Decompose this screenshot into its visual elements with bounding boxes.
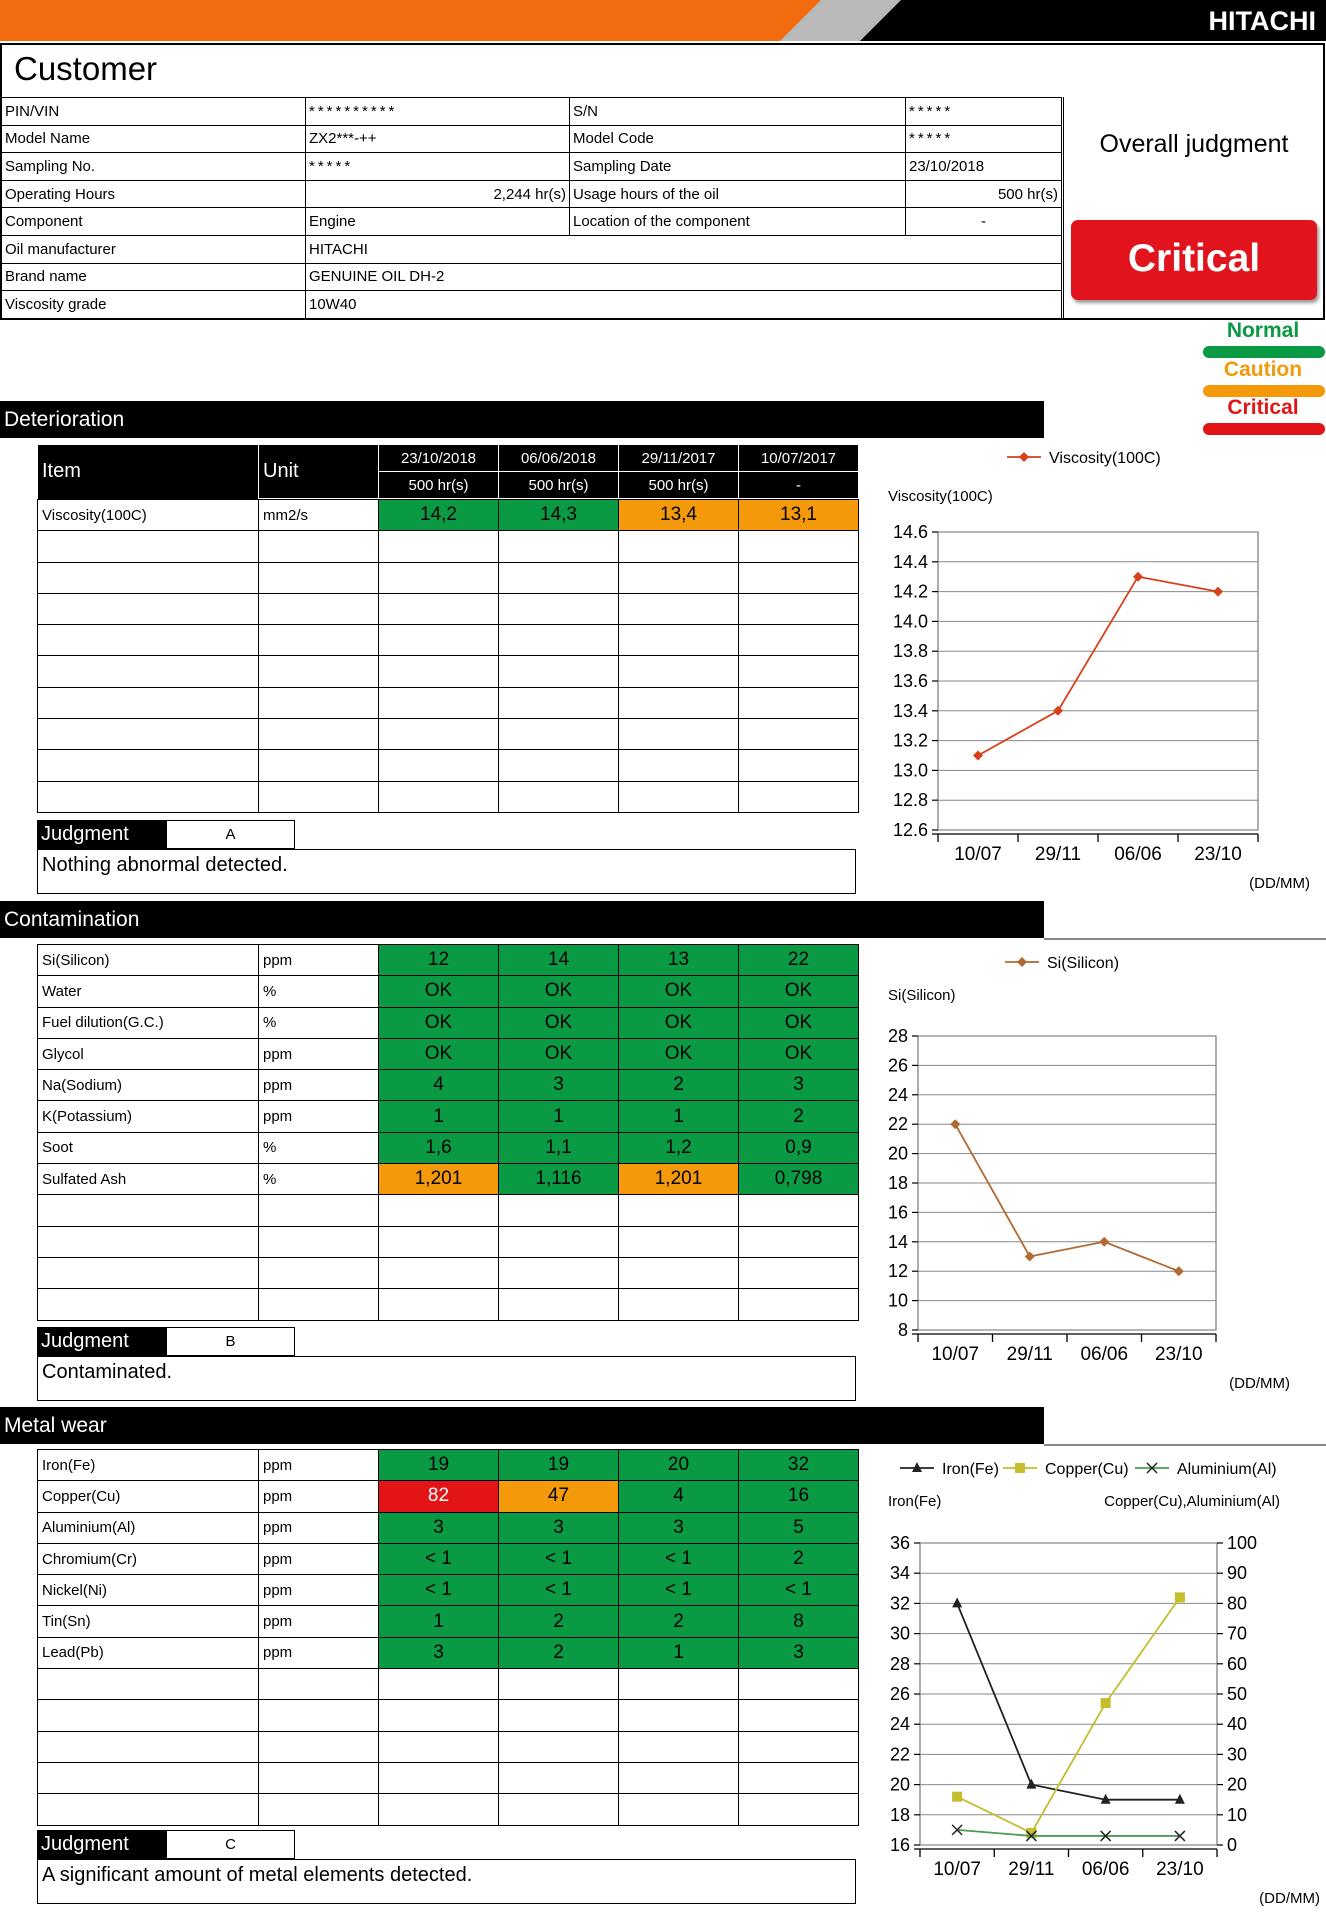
y-tick-label: 16 <box>889 1835 910 1855</box>
y-tick-label: 20 <box>887 1143 908 1164</box>
info-cell: Sampling No. <box>2 153 306 181</box>
table-row <box>38 1637 859 1668</box>
x-axis-unit: (DD/MM) <box>1249 875 1310 892</box>
info-cell: Usage hours of the oil <box>570 180 906 208</box>
row-value: 1,201 <box>379 1164 499 1195</box>
row-value: 2 <box>739 1101 859 1132</box>
info-cell: 500 hr(s) <box>906 180 1062 208</box>
row-item: Water <box>38 976 259 1007</box>
info-cell: Viscosity grade <box>2 291 306 319</box>
info-cell: Component <box>2 208 306 236</box>
y-tick-label: 13.2 <box>892 730 928 751</box>
y-tick-label: 22 <box>889 1744 910 1765</box>
row-item: K(Potassium) <box>38 1101 259 1132</box>
row-unit: % <box>259 1164 379 1195</box>
row-value: OK <box>379 1007 499 1038</box>
y-tick-label: 22 <box>887 1114 908 1135</box>
empty-row <box>38 1794 859 1825</box>
col-hours-1: 500 hr(s) <box>379 472 499 499</box>
row-value: 8 <box>739 1606 859 1637</box>
y-tick-label: 10 <box>887 1290 908 1311</box>
data-point <box>1175 1794 1185 1804</box>
y-tick-label: 14.4 <box>892 551 928 572</box>
row-item: Soot <box>38 1132 259 1163</box>
data-point <box>1174 1266 1184 1276</box>
row-value: 1 <box>619 1637 739 1668</box>
row-value: 1 <box>379 1101 499 1132</box>
row-value: < 1 <box>619 1543 739 1574</box>
row-value: 32 <box>739 1450 859 1481</box>
row-item: Lead(Pb) <box>38 1637 259 1668</box>
y-tick-label: 12.6 <box>892 820 928 840</box>
x-tick-label: 23/10 <box>1154 1344 1203 1365</box>
col-hours-2: 500 hr(s) <box>499 472 619 499</box>
series-line-Copper(Cu) <box>957 1597 1180 1833</box>
row-value: 19 <box>379 1450 499 1481</box>
row-value: 14,2 <box>379 500 499 531</box>
y-axis-label: Si(Silicon) <box>888 987 956 1004</box>
table-row <box>38 500 859 531</box>
row-value: 3 <box>619 1512 739 1543</box>
row-value: 1,2 <box>619 1132 739 1163</box>
y-tick-label: 13.0 <box>892 760 928 781</box>
row-unit: ppm <box>259 1606 379 1637</box>
y-right-tick-label: 80 <box>1227 1593 1248 1614</box>
row-item: Glycol <box>38 1038 259 1069</box>
metal-wear-table <box>37 1449 859 1826</box>
row-value: 0,9 <box>739 1132 859 1163</box>
empty-row <box>38 1669 859 1700</box>
row-value: 3 <box>379 1637 499 1668</box>
contamination-judgment-label: Judgment <box>37 1327 166 1356</box>
info-cell: ***** <box>906 98 1062 126</box>
y-tick-label: 28 <box>887 1026 908 1046</box>
deterioration-judgment-label: Judgment <box>37 820 166 849</box>
row-item: Chromium(Cr) <box>38 1543 259 1574</box>
row-value: 4 <box>619 1481 739 1512</box>
col-hours-3: 500 hr(s) <box>619 472 739 499</box>
y-tick-label: 24 <box>889 1714 910 1735</box>
y-tick-label: 26 <box>889 1684 910 1704</box>
row-value: 2 <box>739 1543 859 1574</box>
table-row <box>38 1038 859 1069</box>
row-value: 19 <box>499 1450 619 1481</box>
y-axis-label: Viscosity(100C) <box>888 488 993 505</box>
empty-row <box>38 1195 859 1226</box>
y-right-tick-label: 10 <box>1227 1804 1248 1825</box>
row-unit: % <box>259 1132 379 1163</box>
y-axis-right-label: Copper(Cu),Aluminium(Al) <box>1104 1493 1280 1510</box>
legend-normal-label: Normal <box>1226 319 1300 342</box>
legend-normal-bar <box>1203 346 1325 358</box>
y-tick-label: 36 <box>889 1533 910 1553</box>
row-item: Si(Silicon) <box>38 945 259 976</box>
y-right-tick-label: 0 <box>1227 1835 1238 1855</box>
y-right-tick-label: 100 <box>1227 1533 1258 1553</box>
data-point <box>950 1119 960 1129</box>
x-tick-label: 06/06 <box>1080 1344 1129 1365</box>
x-axis-unit: (DD/MM) <box>1259 1890 1320 1907</box>
x-tick-label: 10/07 <box>933 1859 981 1880</box>
top-banner <box>0 0 1326 41</box>
legend-label: Viscosity(100C) <box>1049 450 1161 467</box>
row-item: Na(Sodium) <box>38 1070 259 1101</box>
row-value: 0,798 <box>739 1164 859 1195</box>
row-value: 2 <box>499 1606 619 1637</box>
data-point <box>952 1792 962 1802</box>
data-point <box>1026 1779 1036 1789</box>
empty-row <box>38 1289 859 1320</box>
info-cell: 10W40 <box>306 291 1062 319</box>
x-tick-label: 10/07 <box>954 844 1002 865</box>
table-row <box>38 1512 859 1543</box>
series-line-Si(Silicon) <box>955 1124 1179 1271</box>
metal-wear-chart <box>880 1450 1326 1918</box>
y-tick-label: 18 <box>889 1804 910 1825</box>
y-right-tick-label: 60 <box>1227 1653 1248 1674</box>
empty-row <box>38 1226 859 1257</box>
silicon-chart <box>880 945 1320 1400</box>
contamination-section-header: Contamination <box>0 901 1044 938</box>
row-value: 13,4 <box>619 500 739 531</box>
col-hours-4: - <box>739 472 859 499</box>
info-cell: ********** <box>306 98 570 126</box>
y-tick-label: 13.6 <box>892 671 928 691</box>
x-tick-label: 29/11 <box>1006 1344 1053 1365</box>
y-tick-label: 24 <box>887 1084 908 1105</box>
info-cell: ZX2***-++ <box>306 125 570 153</box>
row-value: < 1 <box>499 1575 619 1606</box>
row-value: 1,116 <box>499 1164 619 1195</box>
y-tick-label: 14.6 <box>892 522 928 542</box>
deterioration-table <box>37 499 859 813</box>
y-tick-label: 16 <box>887 1202 908 1223</box>
col-date-1: 23/10/2018 <box>379 445 499 472</box>
customer-info-table <box>1 97 1062 319</box>
x-axis-unit: (DD/MM) <box>1229 1375 1290 1392</box>
info-cell: 23/10/2018 <box>906 153 1062 181</box>
row-unit: ppm <box>259 1512 379 1543</box>
row-unit: ppm <box>259 1450 379 1481</box>
row-unit: ppm <box>259 1038 379 1069</box>
y-tick-label: 13.8 <box>892 641 928 662</box>
metal-wear-section-header: Metal wear <box>0 1407 1044 1444</box>
x-tick-label: 29/11 <box>1008 1859 1055 1880</box>
legend-critical-bar <box>1203 423 1325 435</box>
row-value: < 1 <box>739 1575 859 1606</box>
empty-row <box>38 1257 859 1288</box>
row-value: 1,201 <box>619 1164 739 1195</box>
info-cell: Sampling Date <box>570 153 906 181</box>
info-cell: Engine <box>306 208 570 236</box>
row-unit: ppm <box>259 1575 379 1606</box>
row-value: OK <box>619 1038 739 1069</box>
y-tick-label: 32 <box>889 1593 910 1614</box>
info-cell: ***** <box>906 125 1062 153</box>
empty-row <box>38 656 859 687</box>
x-tick-label: 23/10 <box>1194 844 1242 865</box>
row-value: 1,6 <box>379 1132 499 1163</box>
empty-row <box>38 750 859 781</box>
legend-marker <box>1017 957 1027 967</box>
overall-judgment-label: Overall judgment <box>1099 130 1289 158</box>
empty-row <box>38 1762 859 1793</box>
row-value: 3 <box>499 1070 619 1101</box>
y-right-tick-label: 20 <box>1227 1774 1248 1795</box>
series-line-Aluminium(Al) <box>957 1830 1180 1836</box>
table-row <box>38 976 859 1007</box>
row-value: 1,1 <box>499 1132 619 1163</box>
data-point <box>1099 1237 1109 1247</box>
deterioration-judgment-text: Nothing abnormal detected. <box>37 849 856 894</box>
legend-label: Si(Silicon) <box>1047 955 1120 972</box>
y-right-tick-label: 50 <box>1227 1684 1248 1704</box>
row-value: 82 <box>379 1481 499 1512</box>
row-value: 4 <box>379 1070 499 1101</box>
row-value: 12 <box>379 945 499 976</box>
row-value: 16 <box>739 1481 859 1512</box>
x-tick-label: 06/06 <box>1114 844 1162 865</box>
contamination-judgment-text: Contaminated. <box>37 1356 856 1401</box>
contamination-table <box>37 944 859 1321</box>
data-point <box>1053 706 1063 716</box>
row-value: 14 <box>499 945 619 976</box>
legend-label: Aluminium(Al) <box>1177 1461 1277 1478</box>
metal-wear-judgment-text: A significant amount of metal elements detected. <box>37 1859 856 1904</box>
col-unit-header: Unit <box>259 445 379 499</box>
row-value: < 1 <box>379 1543 499 1574</box>
empty-row <box>38 593 859 624</box>
info-cell: 2,244 hr(s) <box>306 180 570 208</box>
data-point <box>1133 572 1143 582</box>
info-cell: HITACHI <box>306 235 1062 263</box>
y-tick-label: 18 <box>887 1173 908 1193</box>
y-right-tick-label: 40 <box>1227 1714 1248 1735</box>
row-value: 20 <box>619 1450 739 1481</box>
y-tick-label: 12.8 <box>892 790 928 811</box>
col-date-3: 29/11/2017 <box>619 445 739 472</box>
col-item-header: Item <box>38 445 259 499</box>
info-cell: Model Code <box>570 125 906 153</box>
info-cell: ***** <box>306 153 570 181</box>
row-value: 3 <box>739 1070 859 1101</box>
table-row <box>38 1132 859 1163</box>
y-tick-label: 28 <box>889 1653 910 1674</box>
empty-row <box>38 1731 859 1762</box>
empty-row <box>38 1700 859 1731</box>
empty-row <box>38 781 859 812</box>
x-tick-label: 06/06 <box>1081 1859 1130 1880</box>
info-cell: Oil manufacturer <box>2 235 306 263</box>
col-date-2: 06/06/2018 <box>499 445 619 472</box>
legend-marker <box>1019 452 1029 462</box>
y-tick-label: 13.4 <box>892 700 928 721</box>
row-item: Copper(Cu) <box>38 1481 259 1512</box>
metal-wear-judgment-grade: C <box>166 1830 295 1859</box>
row-value: 2 <box>499 1637 619 1668</box>
table-column-header <box>37 444 859 499</box>
info-cell: Model Name <box>2 125 306 153</box>
deterioration-section-header: Deterioration <box>0 401 1044 438</box>
data-point <box>973 751 983 761</box>
empty-row <box>38 687 859 718</box>
y-axis-label: Iron(Fe) <box>888 1493 942 1510</box>
row-value: 1 <box>499 1101 619 1132</box>
row-value: 2 <box>619 1606 739 1637</box>
x-tick-label: 10/07 <box>931 1344 980 1365</box>
row-unit: ppm <box>259 1070 379 1101</box>
table-row <box>38 1164 859 1195</box>
row-item: Aluminium(Al) <box>38 1512 259 1543</box>
data-point <box>1025 1252 1035 1262</box>
y-tick-label: 26 <box>887 1055 908 1076</box>
legend-marker <box>912 1462 922 1472</box>
row-value: 13,1 <box>739 500 859 531</box>
info-cell: Operating Hours <box>2 180 306 208</box>
info-cell: PIN/VIN <box>2 98 306 126</box>
row-unit: ppm <box>259 945 379 976</box>
series-line-Iron(Fe) <box>957 1603 1180 1799</box>
row-value: OK <box>739 1007 859 1038</box>
data-point <box>1213 587 1223 597</box>
col-date-4: 10/07/2017 <box>739 445 859 472</box>
row-value: OK <box>499 976 619 1007</box>
viscosity-chart <box>880 440 1320 900</box>
row-value: 22 <box>739 945 859 976</box>
row-value: 3 <box>499 1512 619 1543</box>
table-row <box>38 1543 859 1574</box>
row-value: < 1 <box>499 1543 619 1574</box>
brand-logo: HITACHI <box>1208 6 1316 36</box>
table-row <box>38 1450 859 1481</box>
row-unit: % <box>259 976 379 1007</box>
row-value: OK <box>499 1007 619 1038</box>
row-value: 3 <box>739 1637 859 1668</box>
row-value: OK <box>739 976 859 1007</box>
y-tick-label: 14.2 <box>892 581 928 602</box>
row-value: 2 <box>619 1070 739 1101</box>
legend-caution-label: Caution <box>1223 358 1303 381</box>
section-divider <box>1044 1444 1326 1446</box>
row-value: 13 <box>619 945 739 976</box>
section-divider <box>1044 938 1326 940</box>
table-row <box>38 1101 859 1132</box>
legend-marker <box>1015 1463 1025 1473</box>
x-tick-label: 29/11 <box>1034 844 1082 865</box>
legend-critical-label: Critical <box>1227 396 1299 419</box>
row-value: OK <box>379 976 499 1007</box>
y-tick-label: 12 <box>887 1261 908 1282</box>
info-cell: Location of the component <box>570 208 906 236</box>
row-unit: ppm <box>259 1101 379 1132</box>
row-item: Tin(Sn) <box>38 1606 259 1637</box>
row-item: Sulfated Ash <box>38 1164 259 1195</box>
row-value: < 1 <box>619 1575 739 1606</box>
row-item: Fuel dilution(G.C.) <box>38 1007 259 1038</box>
info-cell: Brand name <box>2 263 306 291</box>
metal-wear-judgment-label: Judgment <box>37 1830 166 1859</box>
overall-judgment-badge: Critical <box>1071 220 1317 300</box>
y-tick-label: 14.0 <box>892 611 928 632</box>
series-line-Viscosity(100C) <box>978 577 1218 756</box>
y-right-tick-label: 30 <box>1227 1744 1248 1765</box>
y-tick-label: 34 <box>889 1563 910 1584</box>
data-point <box>1101 1698 1111 1708</box>
row-value: OK <box>499 1038 619 1069</box>
y-tick-label: 14 <box>887 1231 908 1252</box>
row-value: 3 <box>379 1512 499 1543</box>
data-point <box>952 1597 962 1607</box>
row-value: < 1 <box>379 1575 499 1606</box>
info-cell: - <box>906 208 1062 236</box>
row-value: 1 <box>619 1101 739 1132</box>
legend-label: Iron(Fe) <box>942 1461 999 1478</box>
row-value: OK <box>739 1038 859 1069</box>
row-value: OK <box>619 1007 739 1038</box>
row-item: Nickel(Ni) <box>38 1575 259 1606</box>
table-row <box>38 1606 859 1637</box>
empty-row <box>38 531 859 562</box>
row-unit: % <box>259 1007 379 1038</box>
y-tick-label: 20 <box>889 1774 910 1795</box>
row-unit: mm2/s <box>259 500 379 531</box>
empty-row <box>38 562 859 593</box>
y-tick-label: 8 <box>897 1320 908 1340</box>
info-cell: GENUINE OIL DH-2 <box>306 263 1062 291</box>
table-row <box>38 1007 859 1038</box>
empty-row <box>38 625 859 656</box>
table-row <box>38 1481 859 1512</box>
row-value: OK <box>379 1038 499 1069</box>
data-point <box>1175 1592 1185 1602</box>
deterioration-judgment-grade: A <box>166 820 295 849</box>
row-item: Viscosity(100C) <box>38 500 259 531</box>
y-right-tick-label: 70 <box>1227 1623 1248 1644</box>
row-unit: ppm <box>259 1543 379 1574</box>
info-cell: S/N <box>570 98 906 126</box>
table-row <box>38 1070 859 1101</box>
row-unit: ppm <box>259 1481 379 1512</box>
row-value: OK <box>619 976 739 1007</box>
table-row <box>38 1575 859 1606</box>
legend-label: Copper(Cu) <box>1045 1461 1129 1478</box>
y-tick-label: 30 <box>889 1623 910 1644</box>
contamination-judgment-grade: B <box>166 1327 295 1356</box>
table-row <box>38 945 859 976</box>
empty-row <box>38 719 859 750</box>
row-value: 47 <box>499 1481 619 1512</box>
y-right-tick-label: 90 <box>1227 1563 1248 1584</box>
row-value: 1 <box>379 1606 499 1637</box>
row-item: Iron(Fe) <box>38 1450 259 1481</box>
x-tick-label: 23/10 <box>1156 1859 1204 1880</box>
customer-title: Customer <box>14 50 158 87</box>
row-value: 14,3 <box>499 500 619 531</box>
row-unit: ppm <box>259 1637 379 1668</box>
row-value: 5 <box>739 1512 859 1543</box>
